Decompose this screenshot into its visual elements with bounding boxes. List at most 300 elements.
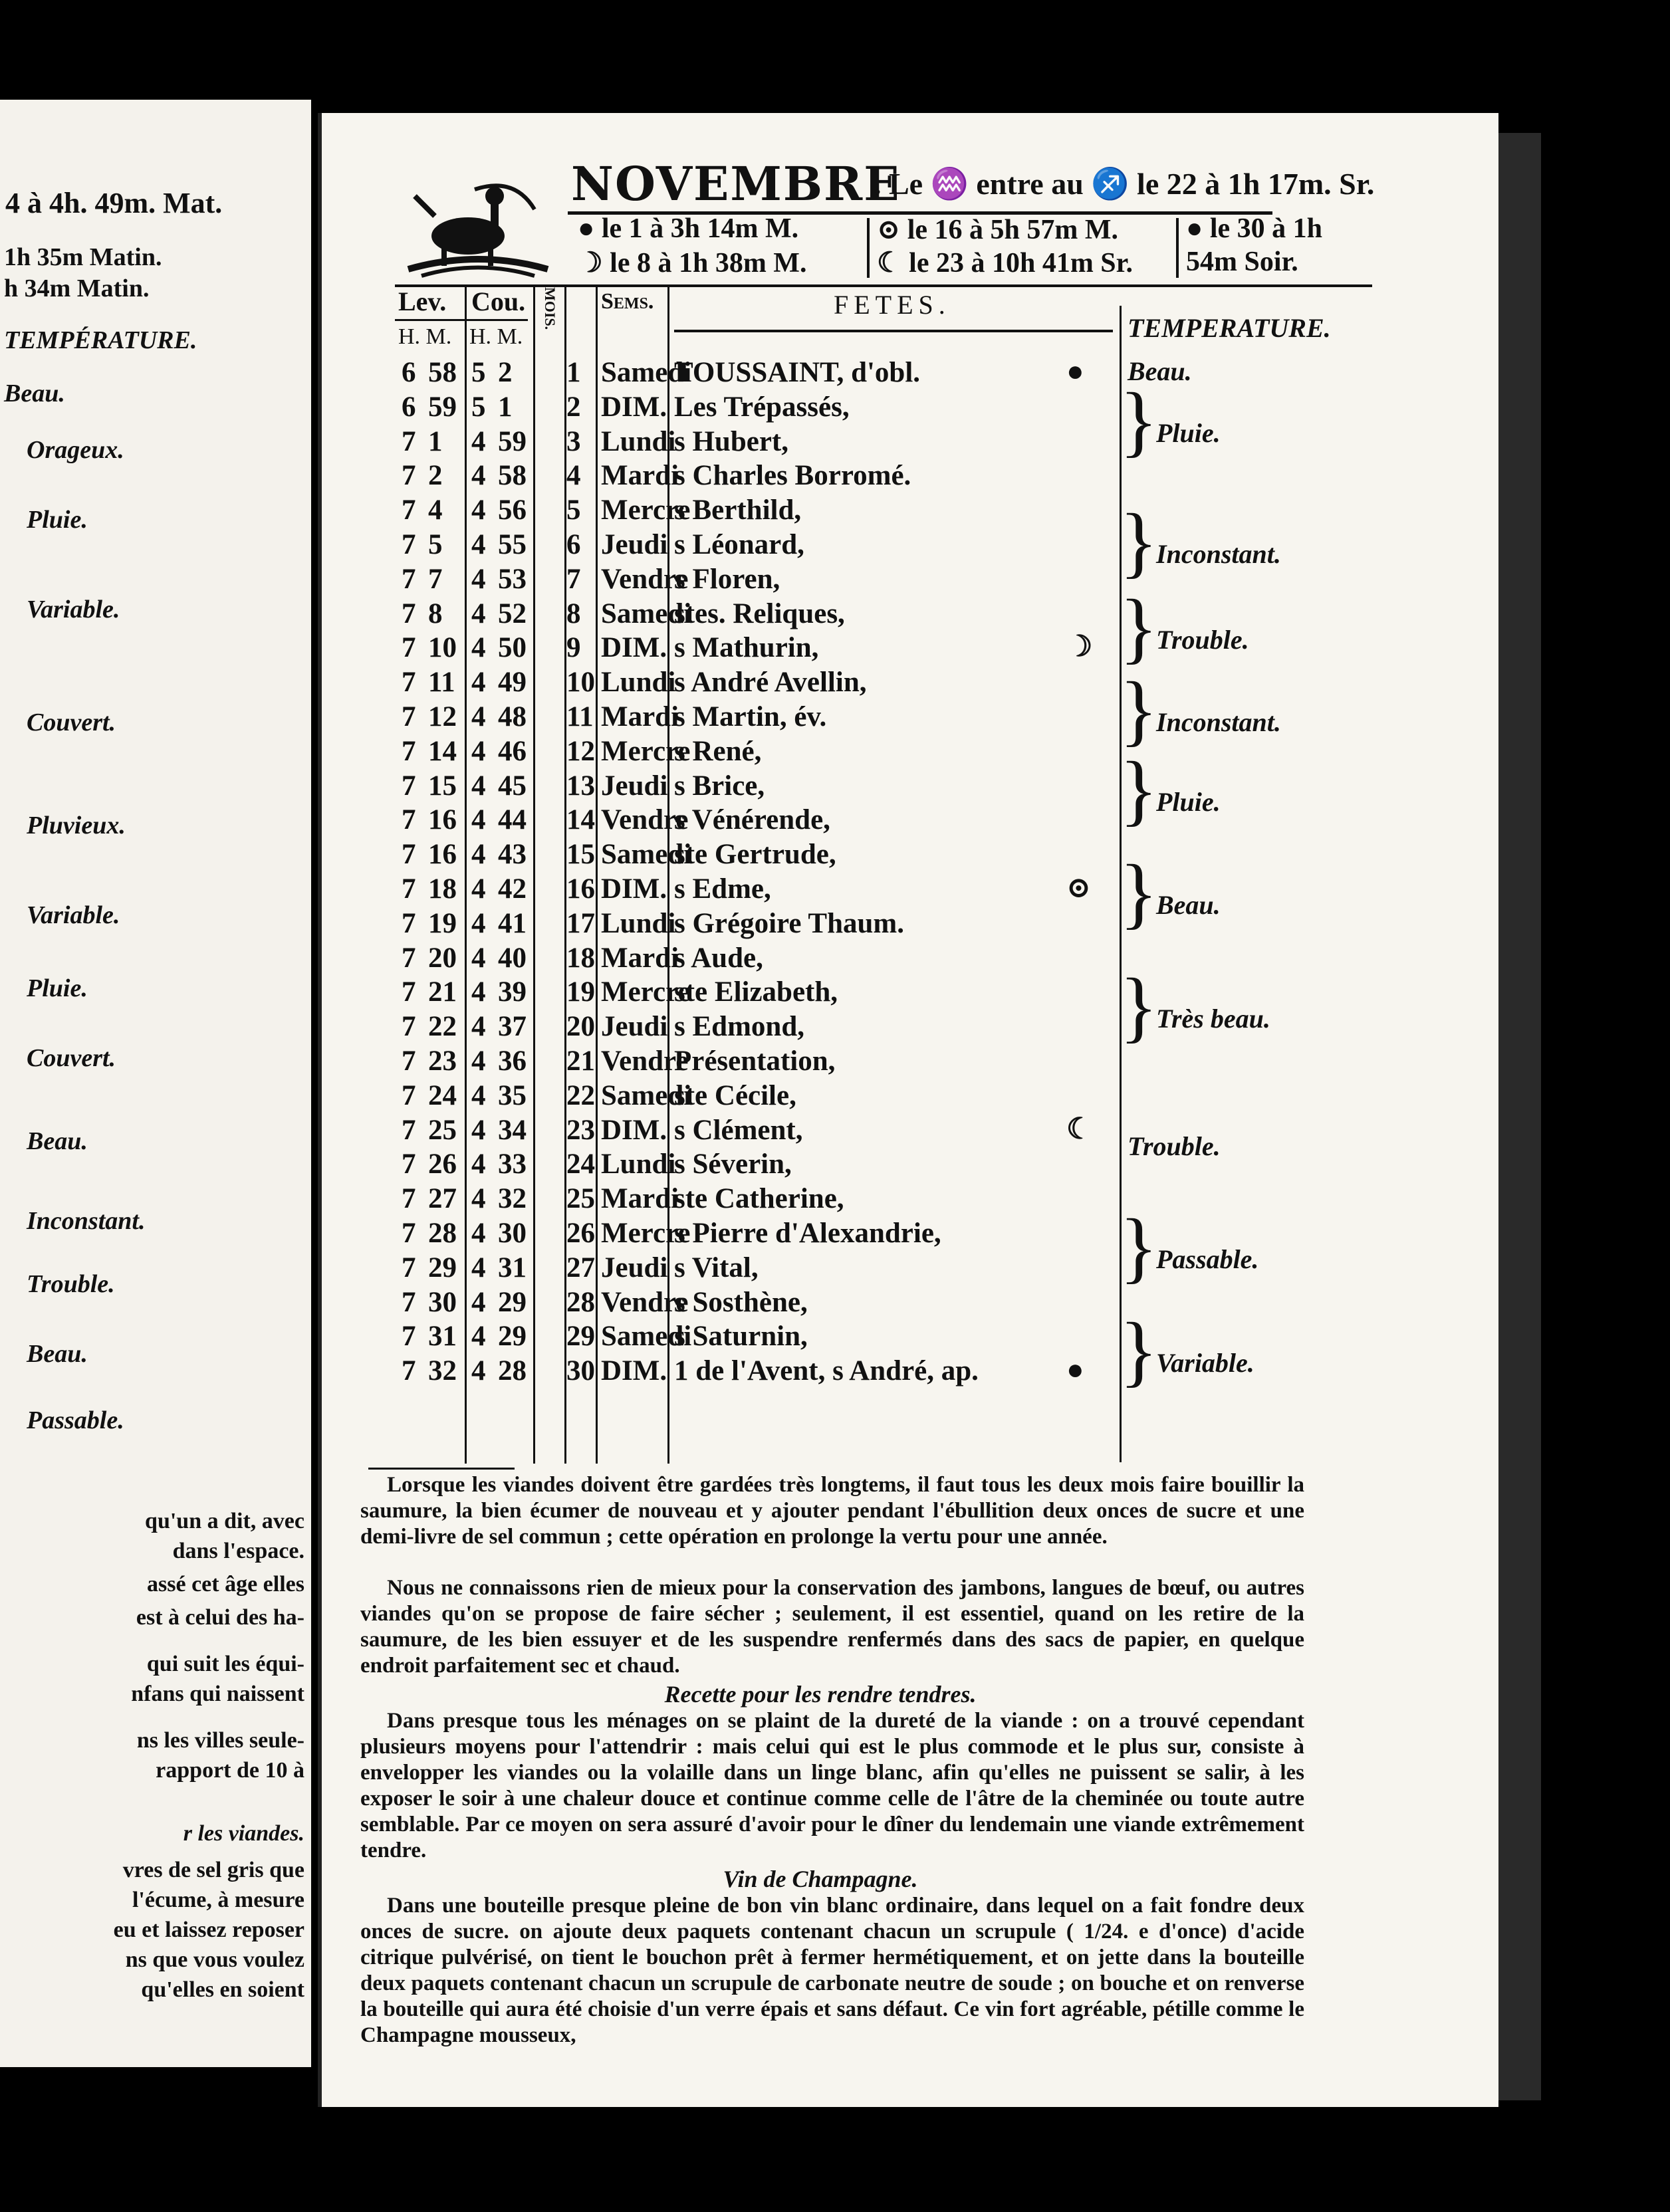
rise-minute: 23	[428, 1046, 457, 1077]
rise-hour: 7	[402, 1321, 416, 1353]
rise-minute: 19	[428, 907, 457, 939]
brace-mark: }	[1120, 1202, 1158, 1291]
set-hour: 5	[471, 357, 486, 388]
moon-phase-icon: ☽	[1066, 630, 1093, 663]
weekday: Lundi	[601, 667, 676, 699]
rise-hour: 7	[402, 495, 416, 526]
rise-minute: 5	[428, 529, 443, 560]
paragraph-champagne: Dans une bouteille presque pleine de bon vin blanc ordinaire, dans lequel on a fait fondre deux onces de sucre. on ajoute deux paquets contenant chacun un scrupule ( 1/24. e d'once) d'acide citrique pulvérisé, on tient le bouchon prêt à fermer hermétiquement, et on jette dans la bouteille deux paquets contenant chacun un scrupule de carbonate neutre de soude ; on bouche et on renverse la bouteille qui aura été choisie d'un verre épais et sans défaut. Ce vin fort agréable, pétille comme le Champagne mousseux,	[360, 1894, 1304, 2047]
feast: ste Elizabeth,	[674, 976, 838, 1008]
set-hour: 4	[471, 1114, 486, 1146]
rise-hour: 6	[402, 391, 416, 423]
rise-hour: 7	[402, 598, 416, 629]
feast: s Léonard,	[674, 529, 804, 560]
temperature-entry: Trouble.	[1128, 1131, 1221, 1161]
feast: s René,	[674, 735, 762, 767]
rise-hour: 7	[402, 942, 416, 974]
left-heading: TEMPÉRATURE.	[4, 326, 197, 354]
feast: TOUSSAINT, d'obl.	[674, 357, 921, 388]
rise-hour: 7	[402, 804, 416, 836]
rise-hour: 7	[402, 1079, 416, 1111]
rise-hour: 7	[402, 839, 416, 871]
left-text-line: rapport de 10 à	[156, 1758, 304, 1783]
left-text-line: qui suit les équi-	[146, 1652, 304, 1676]
feast: ste Cécile,	[674, 1079, 796, 1111]
left-weather-entry: Inconstant.	[27, 1207, 146, 1235]
table-row	[322, 597, 1498, 631]
brace-mark: }	[1120, 847, 1158, 937]
set-hour: 4	[471, 1286, 486, 1318]
set-minute: 39	[498, 976, 527, 1008]
rise-hour: 7	[402, 667, 416, 699]
heading-champagne: Vin de Champagne.	[723, 1866, 918, 1892]
set-minute: 52	[498, 598, 527, 629]
col-semaine: Sems.	[601, 289, 654, 314]
rise-minute: 30	[428, 1286, 457, 1318]
table-row	[322, 1079, 1498, 1113]
rise-hour: 7	[402, 976, 416, 1008]
rise-minute: 16	[428, 839, 457, 871]
set-hour: 4	[471, 529, 486, 560]
table-row	[322, 872, 1498, 907]
day-of-month: 15	[566, 839, 595, 871]
table-row	[322, 356, 1498, 390]
weekday: DIM.	[601, 632, 667, 664]
rise-minute: 20	[428, 942, 457, 974]
day-of-month: 30	[566, 1355, 595, 1387]
table-row	[322, 1216, 1498, 1251]
temperature-entry: Pluie.	[1156, 418, 1221, 449]
table-row	[322, 700, 1498, 734]
set-hour: 4	[471, 1183, 486, 1215]
feast: s Brice,	[674, 770, 765, 802]
page-edge	[1494, 133, 1541, 2100]
day-of-month: 4	[566, 460, 581, 492]
temperature-entry: Trouble.	[1156, 625, 1249, 655]
day-of-month: 29	[566, 1321, 595, 1353]
weekday: Mardi	[601, 942, 679, 974]
set-hour: 4	[471, 1046, 486, 1077]
day-of-month: 5	[566, 495, 581, 526]
rise-minute: 59	[428, 391, 457, 423]
set-hour: 4	[471, 460, 486, 492]
set-hour: 4	[471, 667, 486, 699]
set-hour: 4	[471, 1355, 486, 1387]
left-text-line: ns les villes seule-	[136, 1728, 304, 1753]
weekday: Mercre	[601, 495, 691, 526]
weekday: Samedi	[601, 839, 692, 871]
left-page-fragment	[0, 100, 311, 2067]
zodiac-entry: . Le ♒ entre au ♐ le 22 à 1h 17m. Sr.	[874, 167, 1375, 201]
set-minute: 56	[498, 495, 527, 526]
rise-minute: 2	[428, 460, 443, 492]
set-minute: 42	[498, 873, 527, 905]
day-of-month: 12	[566, 735, 595, 767]
table-row	[322, 975, 1498, 1010]
day-of-month: 17	[566, 907, 595, 939]
set-minute: 30	[498, 1218, 527, 1249]
set-minute: 33	[498, 1149, 527, 1180]
left-weather-entry: Pluie.	[27, 506, 88, 534]
set-minute: 35	[498, 1079, 527, 1111]
rise-hour: 7	[402, 1355, 416, 1387]
left-text-line: qu'elles en soient	[141, 1977, 304, 2002]
set-hour: 4	[471, 770, 486, 802]
set-minute: 36	[498, 1046, 527, 1077]
left-weather-entry: Variable.	[27, 901, 120, 929]
set-minute: 34	[498, 1114, 527, 1146]
set-minute: 31	[498, 1252, 527, 1283]
rise-minute: 32	[428, 1355, 457, 1387]
set-minute: 28	[498, 1355, 527, 1387]
rise-hour: 7	[402, 770, 416, 802]
temperature-entry: Très beau.	[1156, 1003, 1270, 1034]
feast: stes. Reliques,	[674, 598, 845, 629]
rise-hour: 7	[402, 873, 416, 905]
day-of-month: 28	[566, 1286, 595, 1318]
col-coucher-hm: H. M.	[469, 324, 523, 349]
brace-mark: }	[1120, 1305, 1158, 1394]
rise-hour: 7	[402, 1011, 416, 1043]
day-of-month: 27	[566, 1252, 595, 1283]
brace-mark: }	[1120, 376, 1158, 465]
weekday: Vendre	[601, 1046, 689, 1077]
rise-hour: 7	[402, 1286, 416, 1318]
temperature-entry: Inconstant.	[1156, 538, 1281, 569]
weekday: Vendre	[601, 804, 689, 836]
moon-phase-icon: ☾	[1066, 1112, 1093, 1145]
brace-mark: }	[1120, 744, 1158, 833]
left-line: 1h 35m Matin.	[4, 243, 162, 271]
feast: s Charles Borromé.	[674, 460, 911, 492]
subheader-rule	[395, 319, 528, 321]
table-row	[322, 665, 1498, 700]
feast: ste Catherine,	[674, 1183, 844, 1215]
feast: s Vital,	[674, 1252, 759, 1283]
table-row	[322, 1182, 1498, 1216]
rise-hour: 7	[402, 1046, 416, 1077]
sagittarius-ornament-icon	[395, 169, 561, 282]
day-of-month: 10	[566, 667, 595, 699]
brace-mark: }	[1120, 961, 1158, 1050]
rise-hour: 7	[402, 425, 416, 457]
col-lever: Lev.	[398, 286, 447, 316]
left-text-line: dans l'espace.	[172, 1539, 304, 1563]
table-row	[322, 1113, 1498, 1148]
rise-hour: 7	[402, 1218, 416, 1249]
almanac-page	[318, 113, 1498, 2107]
day-of-month: 13	[566, 770, 595, 802]
day-of-month: 19	[566, 976, 595, 1008]
feast: Présentation,	[674, 1046, 836, 1077]
set-hour: 4	[471, 1079, 486, 1111]
phase-full-moon: ⊙ le 16 à 5h 57m M.	[877, 215, 1118, 245]
rise-minute: 1	[428, 425, 443, 457]
left-weather-entry: Couvert.	[27, 1044, 116, 1072]
weekday: DIM.	[601, 391, 667, 423]
left-line: 4 à 4h. 49m. Mat.	[5, 187, 223, 219]
weekday: Samedi	[601, 1079, 692, 1111]
brace-mark: }	[1120, 583, 1158, 672]
rise-minute: 29	[428, 1252, 457, 1283]
table-row	[322, 562, 1498, 597]
rise-hour: 7	[402, 907, 416, 939]
set-hour: 4	[471, 1149, 486, 1180]
set-hour: 4	[471, 563, 486, 595]
weekday: DIM.	[601, 1355, 667, 1387]
day-of-month: 14	[566, 804, 595, 836]
phase-new-moon-2: ● le 30 à 1h	[1186, 213, 1323, 244]
table-row	[322, 425, 1498, 459]
set-hour: 4	[471, 1011, 486, 1043]
day-of-month: 6	[566, 529, 581, 560]
feast: s Aude,	[674, 942, 763, 974]
weekday: Jeudi	[601, 529, 668, 560]
day-of-month: 20	[566, 1011, 595, 1043]
day-of-month: 16	[566, 873, 595, 905]
day-of-month: 7	[566, 563, 581, 595]
moon-phase-icon: ●	[1066, 355, 1084, 387]
feast: ste Gertrude,	[674, 839, 836, 871]
left-weather-entry: Trouble.	[27, 1270, 115, 1298]
set-minute: 29	[498, 1286, 527, 1318]
feast: s Edme,	[674, 873, 771, 905]
table-row	[322, 1285, 1498, 1320]
left-text-line: assé cet âge elles	[147, 1572, 304, 1597]
feast: s Floren,	[674, 563, 780, 595]
rise-minute: 22	[428, 1011, 457, 1043]
table-row	[322, 1147, 1498, 1182]
set-hour: 4	[471, 873, 486, 905]
table-row	[322, 769, 1498, 804]
left-text-line: vres de sel gris que	[122, 1858, 304, 1882]
rise-minute: 28	[428, 1218, 457, 1249]
col-temperature: TEMPERATURE.	[1128, 313, 1331, 343]
feast: 1 de l'Avent, s André, ap.	[674, 1355, 979, 1387]
feast: s Sosthène,	[674, 1286, 808, 1318]
set-minute: 53	[498, 563, 527, 595]
table-row	[322, 734, 1498, 769]
temperature-entry: Pluie.	[1156, 786, 1221, 817]
set-minute: 55	[498, 529, 527, 560]
weekday: Lundi	[601, 1149, 676, 1180]
feast: s Berthild,	[674, 495, 802, 526]
weekday: Mercre	[601, 976, 691, 1008]
left-line: h 34m Matin.	[4, 275, 150, 302]
rise-minute: 10	[428, 632, 457, 664]
weekday: Vendre	[601, 1286, 689, 1318]
feast: s Martin, év.	[674, 701, 827, 732]
day-of-month: 1	[566, 357, 581, 388]
day-of-month: 24	[566, 1149, 595, 1180]
set-minute: 40	[498, 942, 527, 974]
weekday: Jeudi	[601, 1011, 668, 1043]
set-minute: 45	[498, 770, 527, 802]
moon-phase-icon: ●	[1066, 1353, 1084, 1386]
rise-minute: 27	[428, 1183, 457, 1215]
feast: s Clément,	[674, 1114, 803, 1146]
table-row	[322, 459, 1498, 493]
footer-rule	[368, 1468, 515, 1470]
set-hour: 4	[471, 425, 486, 457]
day-of-month: 8	[566, 598, 581, 629]
feast: s Saturnin,	[674, 1321, 808, 1353]
feast: s Grégoire Thaum.	[674, 907, 904, 939]
rise-hour: 7	[402, 1183, 416, 1215]
set-hour: 4	[471, 942, 486, 974]
rise-hour: 7	[402, 735, 416, 767]
weekday: Vendre	[601, 563, 689, 595]
table-row	[322, 493, 1498, 528]
rise-minute: 15	[428, 770, 457, 802]
day-of-month: 18	[566, 942, 595, 974]
feast: s Séverin,	[674, 1149, 792, 1180]
left-weather-entry: Beau.	[4, 380, 65, 407]
set-minute: 41	[498, 907, 527, 939]
left-text-line: qu'un a dit, avec	[145, 1509, 304, 1533]
weekday: Samedi	[601, 1321, 692, 1353]
feast: s Mathurin,	[674, 632, 819, 664]
weekday: Mardi	[601, 460, 679, 492]
rise-hour: 7	[402, 1252, 416, 1283]
paragraph-jambons: Nous ne connaissons rien de mieux pour la conservation des jambons, langues de bœuf, ou autres viandes qu'on se propose de faire sécher ; seulement, il est essentiel, quand on les retire de la saumure, de les bien essuyer et de les suspendre renfermés dans des sacs de papier, en quelque endroit parfaitement sec et chaud.	[360, 1576, 1304, 1678]
feast: s André Avellin,	[674, 667, 867, 699]
rise-hour: 6	[402, 357, 416, 388]
set-minute: 46	[498, 735, 527, 767]
paragraph-tendres: Dans presque tous les ménages on se plaint de la dureté de la viande : on a trouvé cependant plusieurs moyens pour l'attendrir : mais celui qui est le plus commode et le plus sur, consiste à envelopper les viandes ou la volaille dans un linge blanc, afin qu'elles ne puissent se salir, à les exposer le soir à une chaleur douce et continue comme celle de l'âtre de la cheminée ou toute autre semblable. Par ce moyen on sera assuré d'avoir pour le dîner du lendemain une viande extrêmement tendre.	[360, 1709, 1304, 1862]
day-of-month: 9	[566, 632, 581, 664]
table-row	[322, 528, 1498, 562]
set-minute: 37	[498, 1011, 527, 1043]
rise-hour: 7	[402, 1114, 416, 1146]
feast: s Hubert,	[674, 425, 788, 457]
feast: Les Trépassés,	[674, 391, 850, 423]
left-weather-entry: Passable.	[27, 1406, 124, 1434]
rise-hour: 7	[402, 460, 416, 492]
table-row	[322, 907, 1498, 941]
left-weather-entry: Couvert.	[27, 709, 116, 736]
left-text-line: nfans qui naissent	[131, 1682, 304, 1706]
left-text-line: r les viandes.	[183, 1821, 304, 1846]
day-of-month: 11	[566, 701, 594, 732]
temperature-entry: Beau.	[1156, 889, 1221, 920]
rise-hour: 7	[402, 632, 416, 664]
phase-new-moon-2-cont: 54m Soir.	[1186, 247, 1298, 277]
table-row	[322, 1319, 1498, 1354]
weekday: Mardi	[601, 1183, 679, 1215]
rise-minute: 8	[428, 598, 443, 629]
rise-minute: 12	[428, 701, 457, 732]
weekday: Mercre	[601, 1218, 691, 1249]
weekday: Lundi	[601, 907, 676, 939]
rise-minute: 25	[428, 1114, 457, 1146]
rise-hour: 7	[402, 563, 416, 595]
set-minute: 1	[498, 391, 513, 423]
set-hour: 4	[471, 632, 486, 664]
rise-minute: 31	[428, 1321, 457, 1353]
rise-minute: 16	[428, 804, 457, 836]
left-weather-entry: Pluie.	[27, 974, 88, 1002]
set-hour: 4	[471, 598, 486, 629]
day-of-month: 22	[566, 1079, 595, 1111]
set-minute: 29	[498, 1321, 527, 1353]
day-of-month: 2	[566, 391, 581, 423]
left-weather-entry: Beau.	[27, 1340, 88, 1368]
set-hour: 5	[471, 391, 486, 423]
rise-hour: 7	[402, 1149, 416, 1180]
set-hour: 4	[471, 907, 486, 939]
rise-minute: 58	[428, 357, 457, 388]
rise-hour: 7	[402, 701, 416, 732]
table-row	[322, 1251, 1498, 1285]
set-hour: 4	[471, 1252, 486, 1283]
weekday: Samedi	[601, 357, 692, 388]
feast: s Pierre d'Alexandrie,	[674, 1218, 941, 1249]
left-weather-entry: Orageux.	[27, 436, 124, 464]
day-of-month: 21	[566, 1046, 595, 1077]
table-row	[322, 1354, 1498, 1388]
brace-mark: }	[1120, 665, 1158, 754]
month-title: NOVEMBRE	[571, 156, 901, 211]
rise-minute: 18	[428, 873, 457, 905]
rise-minute: 21	[428, 976, 457, 1008]
phase-first-quarter: ☽ le 8 à 1h 38m M.	[578, 248, 807, 278]
set-minute: 49	[498, 667, 527, 699]
weekday: Mardi	[601, 701, 679, 732]
set-minute: 58	[498, 460, 527, 492]
day-of-month: 3	[566, 425, 581, 457]
weekday: Lundi	[601, 425, 676, 457]
left-weather-entry: Beau.	[27, 1127, 88, 1155]
set-minute: 59	[498, 425, 527, 457]
phase-new-moon: ● le 1 à 3h 14m M.	[578, 213, 799, 244]
left-weather-entry: Pluvieux.	[27, 812, 126, 839]
left-text-line: ns que vous voulez	[125, 1947, 304, 1972]
left-text-line: est à celui des ha-	[136, 1605, 304, 1630]
temperature-entry: Variable.	[1156, 1347, 1254, 1378]
set-minute: 48	[498, 701, 527, 732]
paragraph-saumure: Lorsque les viandes doivent être gardées très longtems, il faut tous les deux mois faire bouillir la saumure, la bien écumer de nouveau et y ajouter pendant l'ébullition deux onces de sucre et une demi-livre de sel commun ; cette opération en prolonge la vertu pour une année.	[360, 1473, 1304, 1549]
table-row	[322, 837, 1498, 872]
weekday: Jeudi	[601, 1252, 668, 1283]
set-minute: 50	[498, 632, 527, 664]
feast: s Vénérende,	[674, 804, 830, 836]
left-weather-entry: Variable.	[27, 596, 120, 623]
set-hour: 4	[471, 1321, 486, 1353]
set-hour: 4	[471, 701, 486, 732]
col-fetes: FETES.	[834, 290, 951, 320]
rise-minute: 11	[428, 667, 455, 699]
brace-mark: }	[1120, 497, 1158, 586]
weekday: DIM.	[601, 873, 667, 905]
table-row	[322, 1044, 1498, 1079]
table-row	[322, 631, 1498, 665]
set-minute: 2	[498, 357, 513, 388]
set-minute: 32	[498, 1183, 527, 1215]
table-row	[322, 803, 1498, 837]
set-minute: 44	[498, 804, 527, 836]
table-row	[322, 1010, 1498, 1044]
rise-hour: 7	[402, 529, 416, 560]
rise-minute: 14	[428, 735, 457, 767]
phase-last-quarter: ☾ le 23 à 10h 41m Sr.	[877, 248, 1133, 278]
temperature-entry: Passable.	[1156, 1244, 1259, 1275]
weekday: Samedi	[601, 598, 692, 629]
phase-divider	[1176, 218, 1179, 278]
left-text-line: eu et laissez reposer	[113, 1918, 304, 1942]
set-hour: 4	[471, 735, 486, 767]
set-hour: 4	[471, 976, 486, 1008]
